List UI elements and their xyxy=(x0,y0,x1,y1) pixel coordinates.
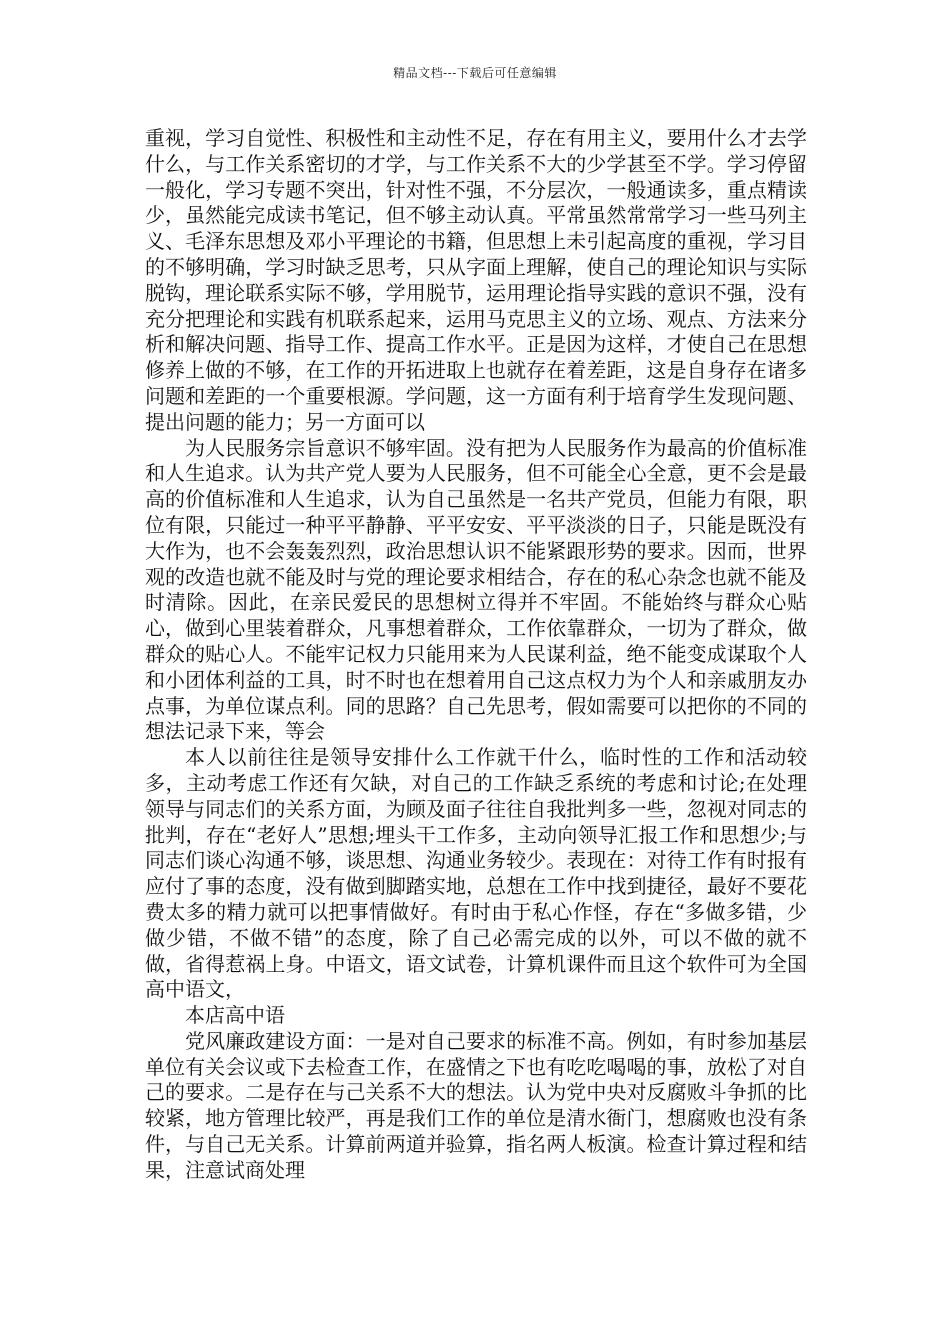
paragraph-integrity: 党风廉政建设方面：一是对自己要求的标准不高。例如，有时参加基层单位有关会议或下去检查工作，在盛情之下也有吃吃喝喝的事，放松了对自己的要求。二是存在与己关系不大的想法。认为党中央对反腐败斗争抓的比较紧，地方管理比较严，再是我们工作的单位是清水衙门，想腐败也没有条件，与自己无关系。计算前两道并验算，指名两人板演。检查计算过程和结果，注意试商处理 xyxy=(145,1028,807,1182)
document-body xyxy=(145,126,807,1184)
paragraph-work-style: 本人以前往往是领导安排什么工作就干什么，临时性的工作和活动较多，主动考虑工作还有欠缺，对自己的工作缺乏系统的考虑和讨论;在处理领导与同志们的关系方面，为顾及面子往往自我批判多一些，忽视对同志的批判，存在“老好人”思想;埋头干工作多，主动向领导汇报工作和思想少;与同志们谈心沟通不够，谈思想、沟通业务较少。表现在：对待工作有时报有应付了事的态度，没有做到脚踏实地，总想在工作中找到捷径，最好不要花费太多的精力就可以把事情做好。有时由于私心作怪，存在“多做多错，少做少错，不做不错”的态度，除了自己必需完成的以外，可以不做的就不做，省得惹祸上身。中语文，语文试卷，计算机课件而且这个软件可为全国高中语文， xyxy=(145,745,807,1002)
paragraph-study-attitude: 重视，学习自觉性、积极性和主动性不足，存在有用主义，要用什么才去学什么，与工作关系密切的才学，与工作关系不大的少学甚至不学。学习停留一般化，学习专题不突出，针对性不强，不分层次，一般通读多，重点精读少，虽然能完成读书笔记，但不够主动认真。平常虽然常常学习一些马列主义、毛泽东思想及邓小平理论的书籍，但思想上未引起高度的重视，学习目的不够明确，学习时缺乏思考，只从字面上理解，使自己的理论知识与实际脱钩，理论联系实际不够，学用脱节，运用理论指导实践的意识不强，没有充分把理论和实践有机联系起来，运用马克思主义的立场、观点、方法来分析和解决问题、指导工作、提高工作水平。正是因为这样，才使自己在思想修养上做的不够，在工作的开拓进取上也就存在着差距，这是自身存在诸多问题和差距的一个重要根源。学问题，这一方面有利于培育学生发现问题、提出问题的能力；另一方面可以 xyxy=(145,126,807,434)
paragraph-serve-people: 为人民服务宗旨意识不够牢固。没有把为人民服务作为最高的价值标准和人生追求。认为共产党人要为人民服务，但不可能全心全意，更不会是最高的价值标准和人生追求，认为自己虽然是一名共产党员，但能力有限，职位有限，只能过一种平平静静、平平安安、平平淡淡的日子，只能是既没有大作为，也不会轰轰烈烈，政治思想认识不能紧跟形势的要求。因而，世界观的改造也就不能及时与党的理论要求相结合，存在的私心杂念也就不能及时清除。因此，在亲民爱民的思想树立得并不牢固。不能始终与群众心贴心，做到心里装着群众，凡事想着群众，工作依靠群众，一切为了群众，做群众的贴心人。不能牢记权力只能用来为人民谋利益，绝不能变成谋取个人和小团体利益的工具，时不时也在想着用自己这点权力为个人和亲戚朋友办点事，为单位谋点利。同的思路？自己先思考，假如需要可以把你的不同的想法记录下来，等会 xyxy=(145,435,807,744)
page-header: 精品文档---下载后可任意编辑 xyxy=(393,66,557,80)
paragraph-short-note: 本店高中语 xyxy=(185,1003,285,1028)
